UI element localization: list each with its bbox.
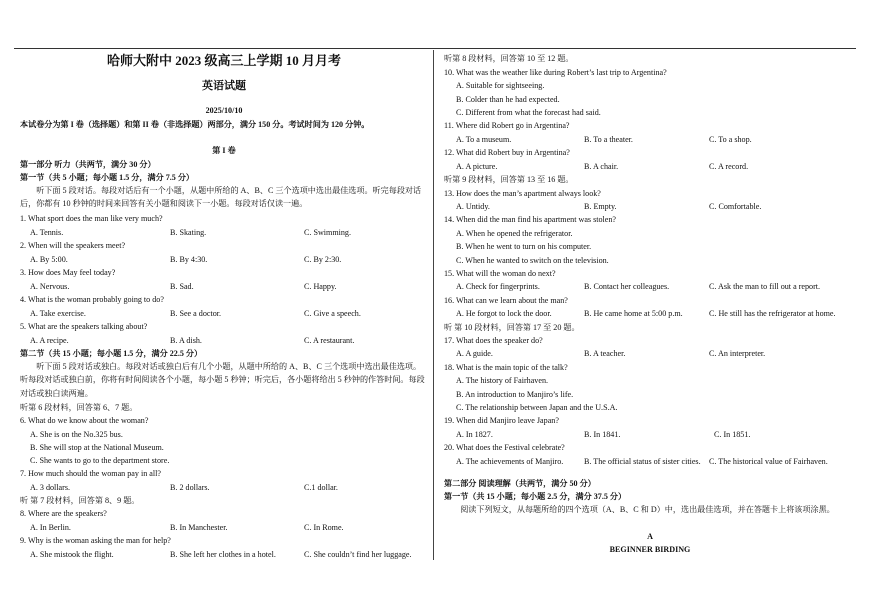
q20-option-c: C. The historical value of Fairhaven. — [709, 457, 828, 466]
q1-option-c: C. Swimming. — [304, 228, 351, 237]
question-14: 14. When did the man find his apartment was stolen? — [444, 215, 617, 224]
part2-heading: 第二部分 阅读理解（共两节，满分 50 分） — [444, 479, 596, 488]
q12-option-c: C. A record. — [709, 162, 749, 171]
q3-option-c: C. Happy. — [304, 282, 337, 291]
question-15: 15. What will the woman do next? — [444, 269, 556, 278]
material-7: 听 第 7 段材料，回答第 8、9 题。 — [20, 496, 140, 505]
material-8: 听第 8 段材料，回答第 10 至 12 题。 — [444, 54, 574, 63]
question-13: 13. How does the man’s apartment always look? — [444, 189, 601, 198]
exam-title: 哈师大附中 2023 级高三上学期 10 月月考 — [106, 53, 341, 68]
q11-option-a: A. To a museum. — [456, 135, 512, 144]
q16-option-b: B. He came home at 5:00 p.m. — [584, 309, 683, 318]
q16-option-c: C. He still has the refrigerator at home. — [709, 309, 836, 318]
question-16: 16. What can we learn about the man? — [444, 296, 568, 305]
q3-option-b: B. Sad. — [170, 282, 194, 291]
exam-subject: 英语试题 — [202, 80, 246, 92]
q18-option-a: A. The history of Fairhaven. — [456, 376, 549, 385]
q8-option-a: A. In Berlin. — [30, 523, 71, 532]
question-10: 10. What was the weather like during Robert’s last trip to Argentina? — [444, 68, 667, 77]
q20-option-b: B. The official status of sister cities. — [584, 457, 701, 466]
q17-option-a: A. A guide. — [456, 349, 493, 358]
q15-option-c: C. Ask the man to fill out a report. — [709, 282, 821, 291]
q15-option-b: B. Contact her colleagues. — [584, 282, 670, 291]
passage-letter: A — [647, 532, 653, 541]
question-7: 7. How much should the woman pay in all? — [20, 469, 161, 478]
q13-option-a: A. Untidy. — [456, 202, 490, 211]
q4-option-b: B. See a doctor. — [170, 309, 222, 318]
q2-option-a: A. By 5:00. — [30, 255, 68, 264]
exam-date: 2025/10/10 — [205, 106, 243, 115]
q10-option-b: B. Colder than he had expected. — [456, 95, 560, 104]
volume-heading: 第 I 卷 — [212, 146, 236, 155]
q19-option-b: B. In 1841. — [584, 430, 621, 439]
q1-option-b: B. Skating. — [170, 228, 207, 237]
q3-option-a: A. Nervous. — [30, 282, 70, 291]
question-9: 9. Why is the woman asking the man for help? — [20, 536, 171, 545]
question-18: 18. What is the main topic of the talk? — [444, 363, 568, 372]
question-8: 8. Where are the speakers? — [20, 509, 107, 518]
q12-option-b: B. A chair. — [584, 162, 619, 171]
q12-option-a: A. A picture. — [456, 162, 498, 171]
section2-heading: 第二节（共 15 小题；每小题 1.5 分，满分 22.5 分） — [20, 349, 203, 358]
q2-option-b: B. By 4:30. — [170, 255, 208, 264]
question-5: 5. What are the speakers talking about? — [20, 322, 148, 331]
q17-option-c: C. An interpreter. — [709, 349, 766, 358]
q4-option-a: A. Take exercise. — [30, 309, 86, 318]
q14-option-c: C. When he wanted to switch on the television. — [456, 256, 609, 265]
q11-option-b: B. To a theater. — [584, 135, 633, 144]
q15-option-a: A. Check for fingerprints. — [456, 282, 540, 291]
q7-option-a: A. 3 dollars. — [30, 483, 71, 492]
q19-option-a: A. In 1827. — [456, 430, 493, 439]
section1-heading: 第一节（共 5 小题；每小题 1.5 分，满分 7.5 分） — [20, 173, 195, 182]
q9-option-a: A. She mistook the flight. — [30, 550, 114, 559]
q10-option-c: C. Different from what the forecast had said. — [456, 108, 601, 117]
q2-option-c: C. By 2:30. — [304, 255, 342, 264]
q8-option-c: C. In Rome. — [304, 523, 344, 532]
q7-option-b: B. 2 dollars. — [170, 483, 210, 492]
question-4: 4. What is the woman probably going to do? — [20, 295, 164, 304]
top-rule — [14, 48, 856, 49]
q6-option-a: A. She is on the No.325 bus. — [30, 430, 123, 439]
material-10: 听 第 10 段材料，回答第 17 至 20 题。 — [444, 323, 580, 332]
q14-option-b: B. When he went to turn on his computer. — [456, 242, 592, 251]
question-19: 19. When did Manjiro leave Japan? — [444, 416, 559, 425]
question-3: 3. How does May feel today? — [20, 268, 116, 277]
q8-option-b: B. In Manchester. — [170, 523, 228, 532]
q13-option-b: B. Empty. — [584, 202, 617, 211]
q13-option-c: C. Comfortable. — [709, 202, 762, 211]
q18-option-c: C. The relationship between Japan and the U.S.A. — [456, 403, 618, 412]
material-9: 听第 9 段材料，回答第 13 至 16 题。 — [444, 175, 574, 184]
q11-option-c: C. To a shop. — [709, 135, 752, 144]
q6-option-c: C. She wants to go to the department store. — [30, 456, 170, 465]
q17-option-b: B. A teacher. — [584, 349, 626, 358]
q14-option-a: A. When he opened the refrigerator. — [456, 229, 573, 238]
part2-instructions: 阅读下列短文，从每题所给的四个选项（A、B、C 和 D）中，选出最佳选项，并在答题卡上将该项涂黑。 — [460, 505, 835, 514]
question-12: 12. What did Robert buy in Argentina? — [444, 148, 570, 157]
passage-title: BEGINNER BIRDING — [609, 545, 691, 554]
q5-option-c: C. A restaurant. — [304, 336, 355, 345]
q20-option-a: A. The achievements of Manjiro. — [456, 457, 564, 466]
q4-option-c: C. Give a speech. — [304, 309, 361, 318]
q7-option-c: C.1 dollar. — [304, 483, 338, 492]
q18-option-b: B. An introduction to Manjiro’s life. — [456, 390, 574, 399]
q1-option-a: A. Tennis. — [30, 228, 64, 237]
q10-option-a: A. Suitable for sightseeing. — [456, 81, 545, 90]
question-11: 11. Where did Robert go in Argentina? — [444, 121, 570, 130]
q5-option-b: B. A dish. — [170, 336, 202, 345]
q6-option-b: B. She will stop at the National Museum. — [30, 443, 164, 452]
question-2: 2. When will the speakers meet? — [20, 241, 126, 250]
column-divider — [433, 50, 434, 560]
q16-option-a: A. He forgot to lock the door. — [456, 309, 552, 318]
q19-option-c: C. In 1851. — [714, 430, 751, 439]
question-17: 17. What does the speaker do? — [444, 336, 543, 345]
q9-option-c: C. She couldn’t find her luggage. — [304, 550, 412, 559]
part2-section1-heading: 第一节（共 15 小题；每小题 2.5 分，满分 37.5 分） — [444, 492, 627, 501]
question-20: 20. What does the Festival celebrate? — [444, 443, 565, 452]
question-6: 6. What do we know about the woman? — [20, 416, 149, 425]
q5-option-a: A. A recipe. — [30, 336, 69, 345]
q9-option-b: B. She left her clothes in a hotel. — [170, 550, 276, 559]
exam-note: 本试卷分为第 I 卷（选择题）和第 II 卷（非选择题）两部分，满分 150 分。考试时间为 120 分钟。 — [20, 120, 370, 129]
part1-heading: 第一部分 听力（共两节，满分 30 分） — [20, 160, 156, 169]
question-1: 1. What sport does the man like very much? — [20, 214, 163, 223]
material-6: 听第 6 段材料，回答第 6、7 题。 — [20, 403, 138, 412]
section1-instructions: 听下面 5 段对话。每段对话后有一个小题，从题中所给的 A、B、C 三个选项中选出最佳选项。听完每段对话后，你都有 10 秒钟的时间来回答有关小题和阅读下一小题。每段对话仅读一遍。 — [20, 186, 422, 209]
section2-instructions: 听下面 5 段对话或独白。每段对话或独白后有几个小题，从题中所给的 A、B、C 三个选项中选出最佳选项。听每段对话或独白前，你将有时间阅读各个小题，每小题 5 秒钟；听完后，各小题将给出 5 秒钟的作答时间。每段对话或独白读两遍。 — [20, 362, 425, 398]
